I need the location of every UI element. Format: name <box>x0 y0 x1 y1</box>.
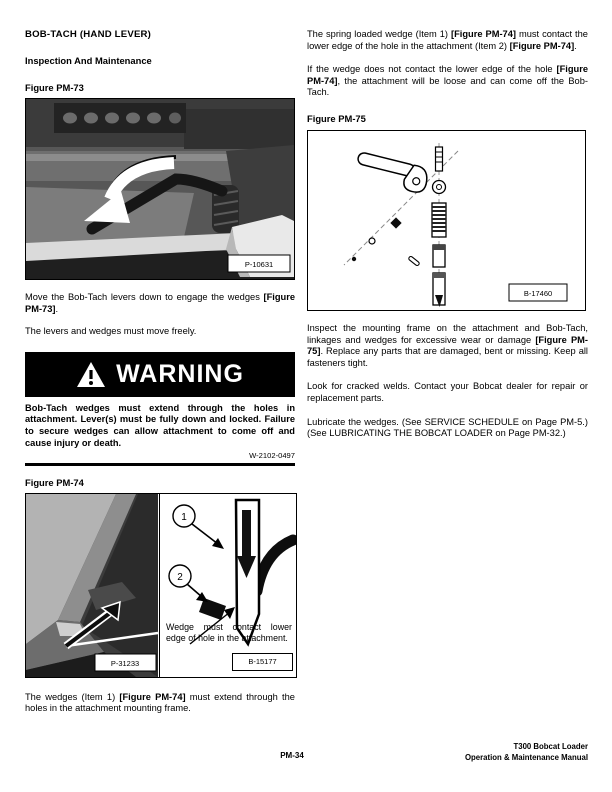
footer-doc-line1: T300 Bobcat Loader <box>513 742 588 751</box>
left-column <box>25 0 295 715</box>
figure-pm74-caption: Figure PM-74 <box>25 476 84 488</box>
figure-pm74-diagram-panel <box>160 494 296 677</box>
right-column <box>307 0 588 440</box>
section-subtitle: Inspection And Maintenance <box>25 55 152 66</box>
footer-doc-line2: Operation & Maintenance Manual <box>464 752 588 762</box>
warning-triangle-icon <box>76 361 106 388</box>
fastener-pin <box>352 257 356 261</box>
diagram-id-label: B-15177 <box>232 653 293 671</box>
wedge <box>433 273 445 307</box>
figure-pm75 <box>307 130 586 311</box>
figure-reference: [Figure PM-74] <box>119 691 186 702</box>
page-number: PM-34 <box>280 751 304 760</box>
diagram-id-label: B-17460 <box>523 288 553 298</box>
warning-banner <box>25 352 295 397</box>
text-run: If the wedge does not contact the lower edge of the hole <box>307 64 557 75</box>
warning-text: Bob-Tach wedges must extend through the holes in attachment. Lever(s) must be fully down and locked. Failure to secure wedges can allow attachment to come off and cause injury or death. <box>25 402 295 448</box>
figure-pm74 <box>25 493 297 678</box>
paragraph <box>307 323 588 369</box>
hook-shape <box>257 540 293 591</box>
figure-pm75-caption: Figure PM-75 <box>307 112 366 124</box>
figure-pm73-photo <box>25 98 295 280</box>
paragraph <box>25 292 295 315</box>
paragraph: Lubricate the wedges. (See SERVICE SCHEDULE on Page PM-5.) (See LUBRICATING THE BOBCAT LOADER on Page PM-32.) <box>307 416 588 439</box>
fastener-washer <box>369 238 375 244</box>
text-run: . Replace any parts that are damaged, bent or missing. Keep all fasteners tight. <box>307 346 588 368</box>
page-title: BOB-TACH (HAND LEVER) <box>25 29 152 40</box>
paragraph <box>25 692 295 715</box>
document-footer <box>465 742 588 763</box>
warning-rule <box>25 463 295 466</box>
figure-pm74-photo-panel <box>26 494 160 677</box>
photo-id-label: P-10631 <box>244 260 274 269</box>
figure-reference: [Figure PM-74] <box>307 64 588 86</box>
text-run: . <box>55 303 59 314</box>
paragraph: The levers and wedges must move freely. <box>25 326 197 337</box>
text-run: , the attachment will be loose and can come off the Bob-Tach. <box>307 75 588 98</box>
figure-reference: [Figure PM-74] <box>509 40 575 51</box>
warning-block <box>25 352 295 466</box>
text-run: . <box>574 40 577 51</box>
callout-1-number: 1 <box>181 511 187 523</box>
text-run: must extend through the holes in the attachment mounting frame. <box>25 691 295 714</box>
figure-reference: [Figure PM-74] <box>451 29 516 39</box>
bobtach-lever-photo <box>26 99 294 279</box>
paragraph: Look for cracked welds. Contact your Bobcat dealer for repair or replacement parts. <box>307 381 588 403</box>
figure-reference: [Figure PM-75] <box>307 334 588 357</box>
wedge-note: Wedge must contact lower edge of hole in the attachment. <box>166 621 292 643</box>
figure-reference: [Figure PM-73] <box>25 292 295 314</box>
item2-piece <box>199 598 226 620</box>
warning-title: WARNING <box>116 359 244 388</box>
wedge-diagram <box>160 494 296 677</box>
callout-2-number: 2 <box>177 571 183 583</box>
text-run: The wedges (Item 1) <box>25 691 120 702</box>
bobtach-exploded-diagram <box>308 131 585 310</box>
warning-code: W-2102-0497 <box>249 451 295 461</box>
spring <box>432 203 446 237</box>
bolt <box>436 147 443 171</box>
paragraph <box>307 64 588 99</box>
text-run: Move the Bob-Tach levers down to engage the wedges <box>25 292 264 302</box>
figure-pm73-caption: Figure PM-73 <box>25 82 84 93</box>
text-run: must contact the lower edge of the hole in the attachment (Item 2) <box>307 29 588 51</box>
photo-id-label: P-31233 <box>110 658 140 668</box>
text-run: Inspect the mounting frame on the attachment and Bob-Tach, linkages and wedges for excessive wear or damage <box>307 322 588 345</box>
text-run: The spring loaded wedge (Item 1) <box>307 29 452 39</box>
paragraph <box>307 29 588 52</box>
wedge-photo <box>26 494 158 677</box>
